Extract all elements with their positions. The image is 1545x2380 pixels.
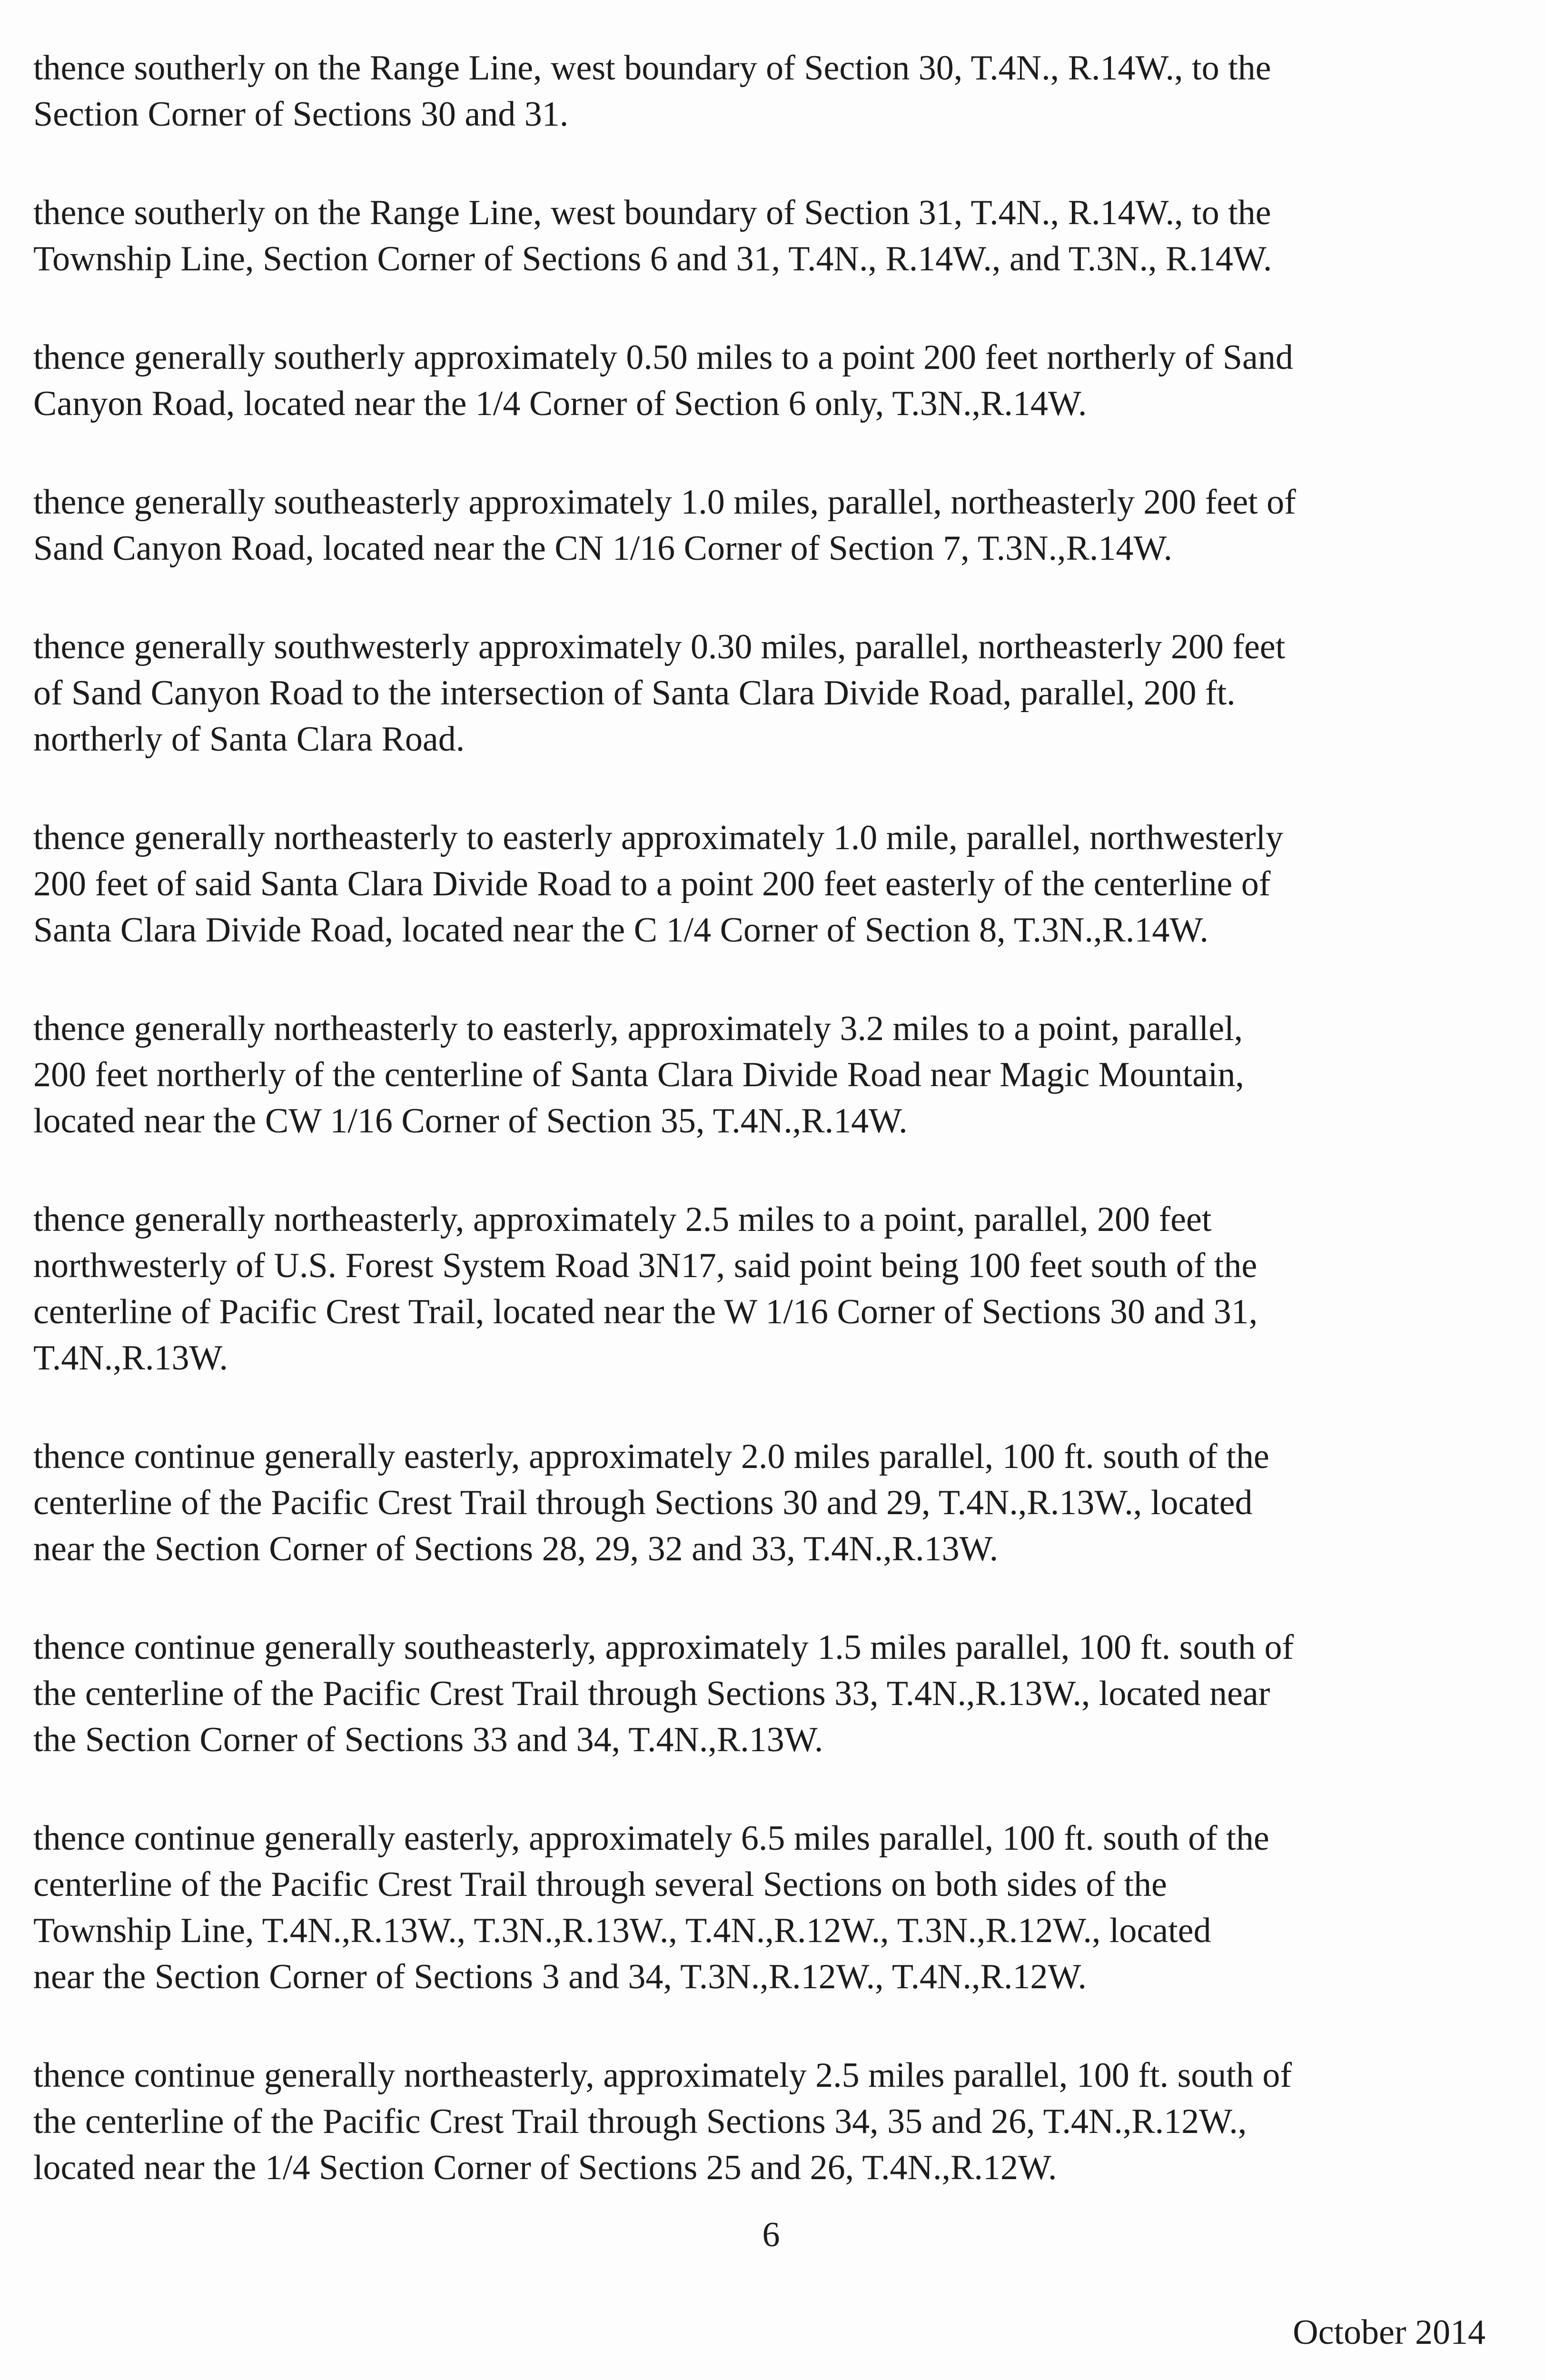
- paragraph-11: [33, 1815, 1485, 2000]
- paragraph-6: [33, 815, 1485, 953]
- footer-date: October 2014: [1293, 2313, 1486, 2352]
- paragraph-3: [33, 335, 1485, 427]
- paragraph-line: centerline of the Pacific Crest Trail through Sections 30 and 29, T.4N.,R.13W., located: [33, 1483, 1253, 1522]
- paragraph-line: thence continue generally southeasterly, approximately 1.5 miles parallel, 100 ft. south of: [33, 1628, 1294, 1667]
- paragraph-line: the Section Corner of Sections 33 and 34, T.4N.,R.13W.: [33, 1720, 823, 1759]
- paragraph-line: Sand Canyon Road, located near the CN 1/16 Corner of Section 7, T.3N.,R.14W.: [33, 529, 1172, 568]
- paragraph-line: thence southerly on the Range Line, west boundary of Section 30, T.4N., R.14W., to the: [33, 49, 1271, 88]
- paragraph-line: northwesterly of U.S. Forest System Road 3N17, said point being 100 feet south of the: [33, 1246, 1258, 1285]
- paragraph-line: the centerline of the Pacific Crest Trail through Sections 33, T.4N.,R.13W., located near: [33, 1674, 1270, 1713]
- paragraph-10: [33, 1625, 1485, 1763]
- document-body: [33, 45, 1485, 2243]
- paragraph-line: near the Section Corner of Sections 28, 29, 32 and 33, T.4N.,R.13W.: [33, 1529, 999, 1568]
- paragraph-line: located near the CW 1/16 Corner of Section 35, T.4N.,R.14W.: [33, 1101, 908, 1140]
- paragraph-line: thence generally northeasterly, approximately 2.5 miles to a point, parallel, 200 feet: [33, 1200, 1212, 1239]
- paragraph-line: centerline of the Pacific Crest Trail through several Sections on both sides of the: [33, 1865, 1167, 1904]
- paragraph-line: Section Corner of Sections 30 and 31.: [33, 95, 569, 134]
- paragraph-line: thence generally northeasterly to easterly, approximately 3.2 miles to a point, parallel,: [33, 1009, 1243, 1048]
- paragraph-2: [33, 190, 1485, 282]
- paragraph-1: [33, 45, 1485, 138]
- paragraph-line: thence generally southerly approximately 0.50 miles to a point 200 feet northerly of Sand: [33, 338, 1293, 377]
- paragraph-line: thence generally southwesterly approximately 0.30 miles, parallel, northeasterly 200 feet: [33, 627, 1286, 666]
- paragraph-line: the centerline of the Pacific Crest Trail through Sections 34, 35 and 26, T.4N.,R.12W.,: [33, 2102, 1247, 2141]
- paragraph-7: [33, 1006, 1485, 1144]
- paragraph-line: Santa Clara Divide Road, located near the C 1/4 Corner of Section 8, T.3N.,R.14W.: [33, 911, 1208, 950]
- paragraph-line: thence generally northeasterly to easterly approximately 1.0 mile, parallel, northwesterly: [33, 818, 1284, 857]
- paragraph-12: [33, 2053, 1485, 2191]
- paragraph-line: of Sand Canyon Road to the intersection of Santa Clara Divide Road, parallel, 200 ft.: [33, 674, 1236, 713]
- paragraph-8: [33, 1197, 1485, 1381]
- page-number: 6: [762, 2215, 780, 2254]
- paragraph-line: centerline of Pacific Crest Trail, located near the W 1/16 Corner of Sections 30 and 31,: [33, 1292, 1258, 1331]
- paragraph-line: thence continue generally easterly, approximately 2.0 miles parallel, 100 ft. south of the: [33, 1437, 1269, 1476]
- paragraph-line: thence generally southeasterly approximately 1.0 miles, parallel, northeasterly 200 feet of: [33, 483, 1296, 522]
- paragraph-5: [33, 624, 1485, 763]
- paragraph-line: Canyon Road, located near the 1/4 Corner of Section 6 only, T.3N.,R.14W.: [33, 384, 1087, 423]
- paragraph-line: thence continue generally easterly, approximately 6.5 miles parallel, 100 ft. south of the: [33, 1819, 1269, 1858]
- paragraph-line: northerly of Santa Clara Road.: [33, 720, 465, 759]
- paragraph-line: T.4N.,R.13W.: [33, 1339, 228, 1378]
- paragraph-line: located near the 1/4 Section Corner of Sections 25 and 26, T.4N.,R.12W.: [33, 2148, 1057, 2187]
- paragraph-line: near the Section Corner of Sections 3 and 34, T.3N.,R.12W., T.4N.,R.12W.: [33, 1957, 1087, 1996]
- paragraph-line: thence southerly on the Range Line, west boundary of Section 31, T.4N., R.14W., to the: [33, 193, 1271, 232]
- paragraph-line: 200 feet of said Santa Clara Divide Road to a point 200 feet easterly of the centerline of: [33, 864, 1271, 903]
- paragraph-line: 200 feet northerly of the centerline of Santa Clara Divide Road near Magic Mountain,: [33, 1055, 1244, 1094]
- paragraph-line: thence continue generally northeasterly, approximately 2.5 miles parallel, 100 ft. south of: [33, 2056, 1292, 2095]
- paragraph-4: [33, 479, 1485, 572]
- paragraph-line: Township Line, Section Corner of Sections 6 and 31, T.4N., R.14W., and T.3N., R.14W.: [33, 239, 1272, 278]
- paragraph-9: [33, 1434, 1485, 1572]
- paragraph-line: Township Line, T.4N.,R.13W., T.3N.,R.13W., T.4N.,R.12W., T.3N.,R.12W., located: [33, 1911, 1211, 1950]
